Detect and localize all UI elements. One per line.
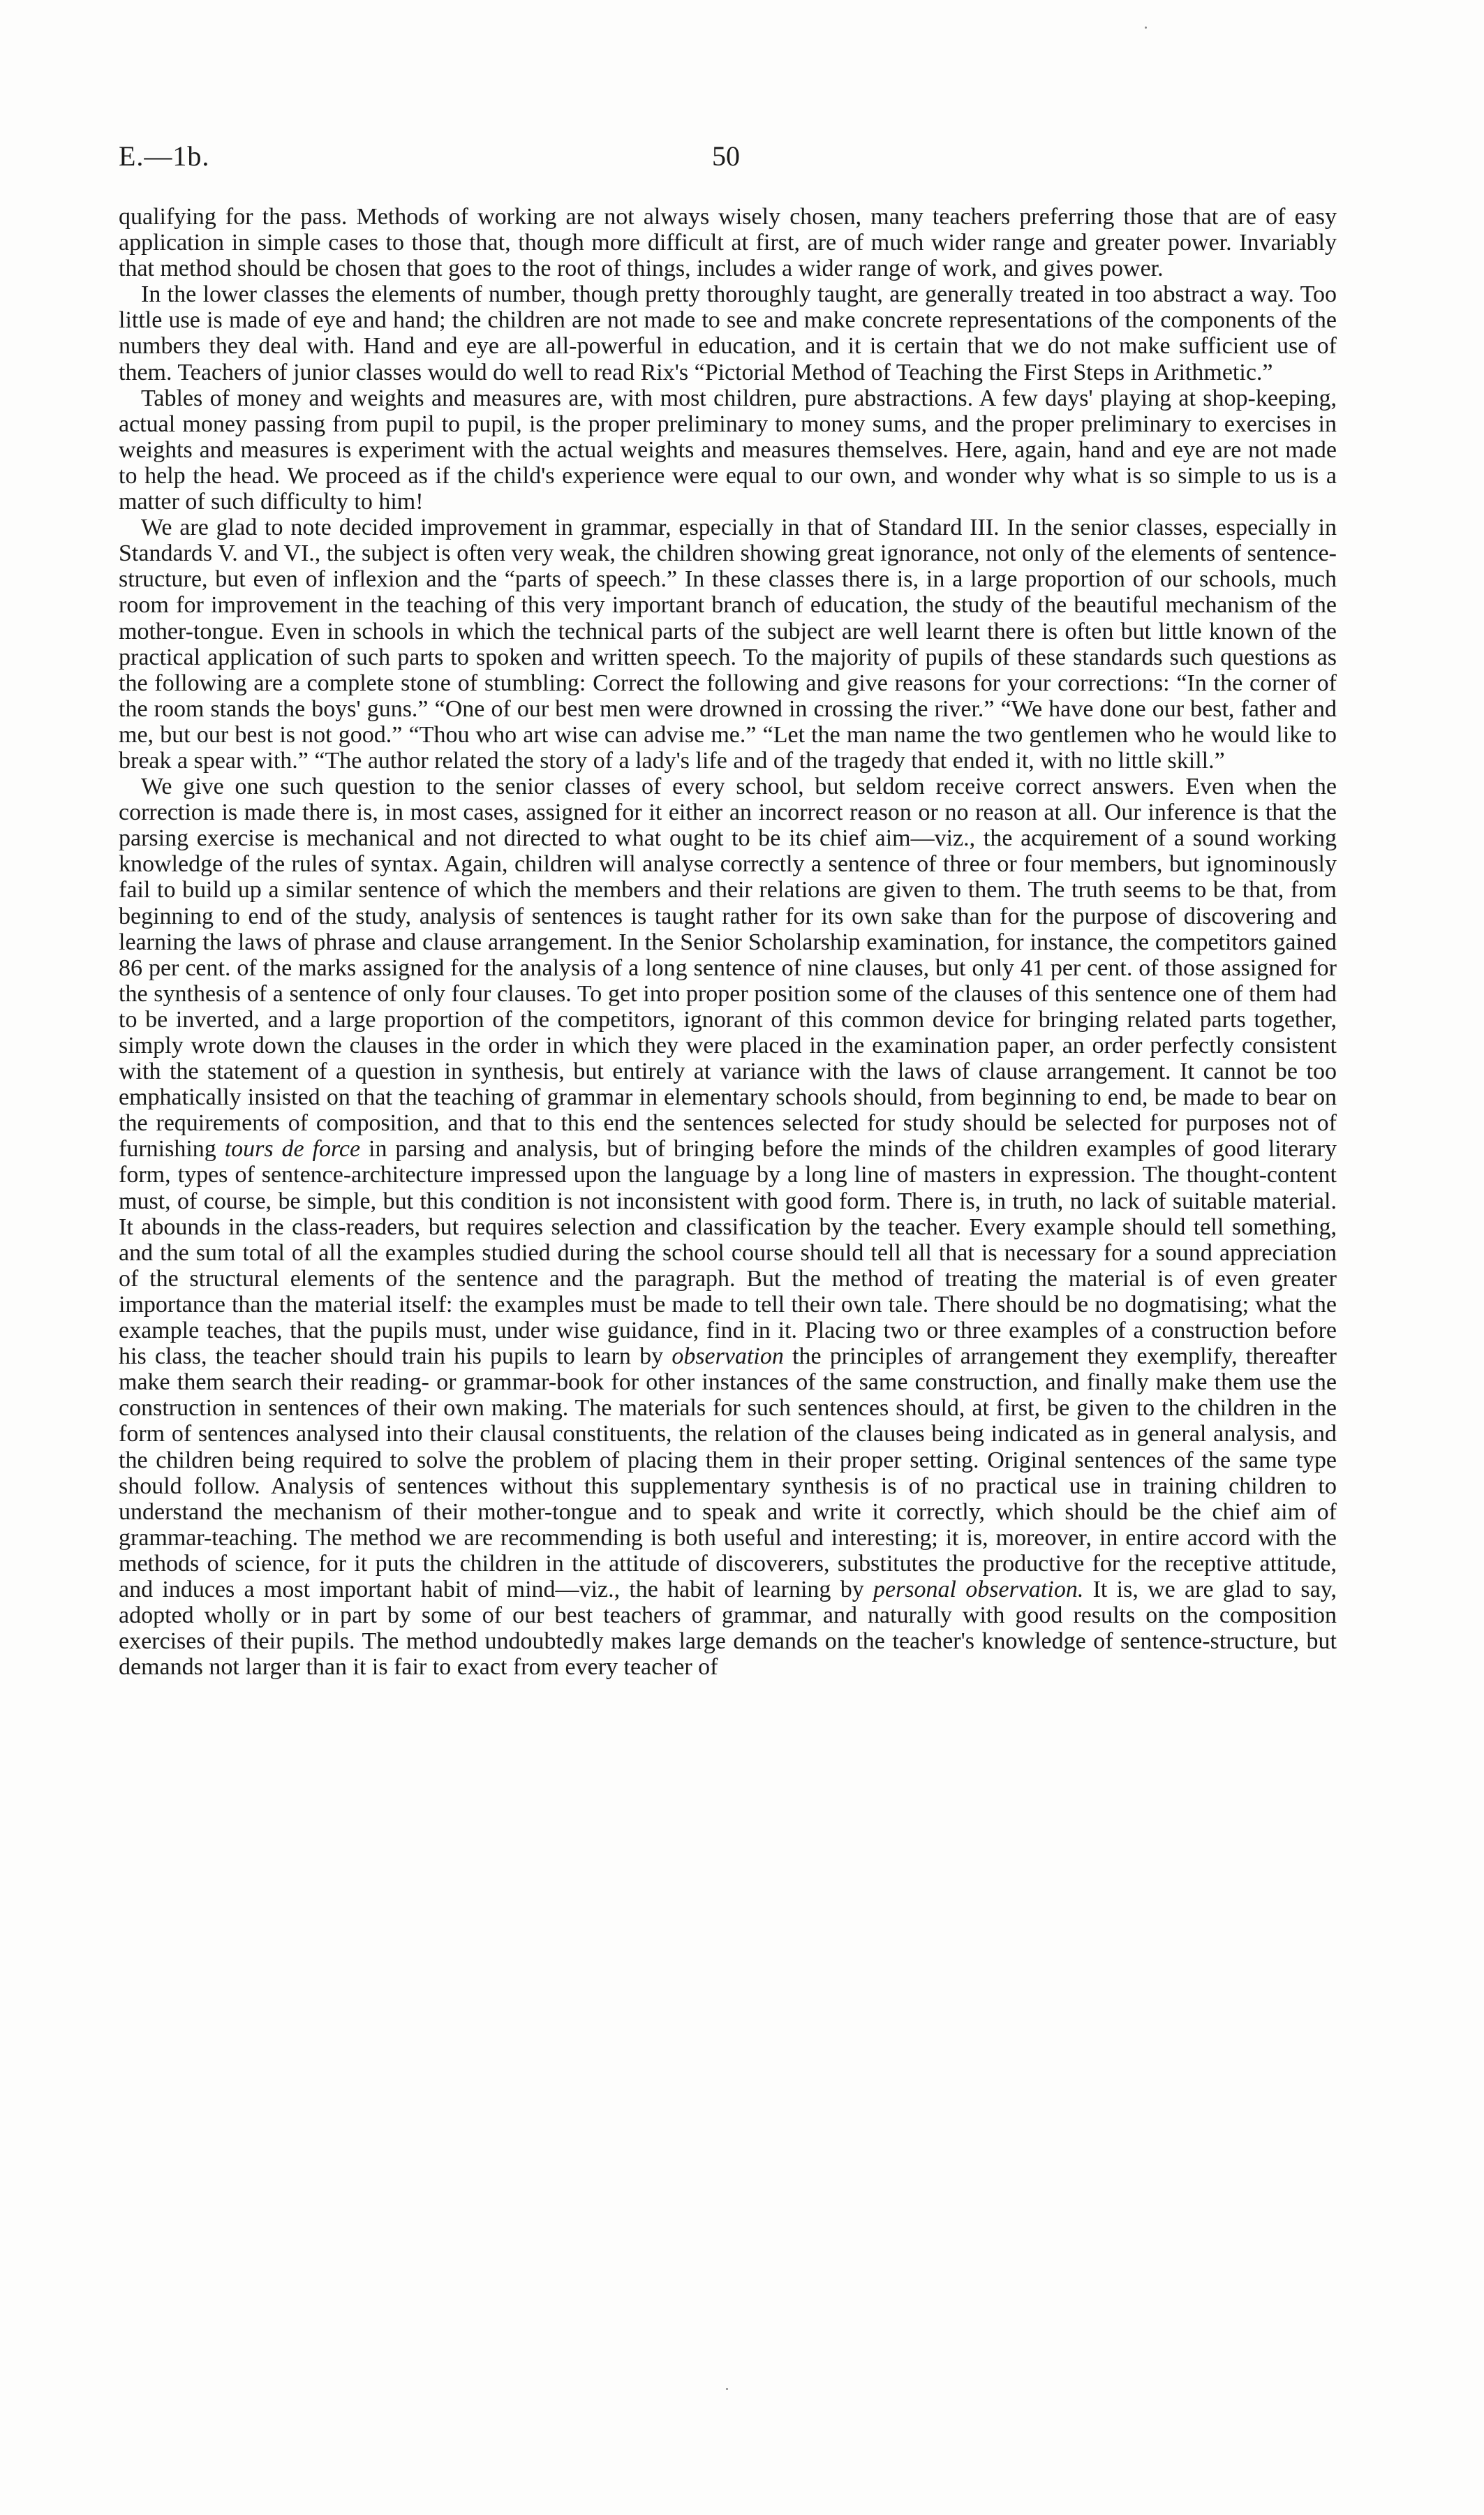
paragraph-3: Tables of money and weights and measures are, with most children, pure abstractions. A few days' playing at shop-keeping, actual money passing from pupil to pupil, is the proper preliminary to money sums, and the proper preliminary to exercises in weights and measures is experiment with the actual weights and measures themselves. Here, again, hand and eye are not made to help the head. We proceed as if the child's experience were equal to our own, and wonder why what is so simple to us is a matter of such difficulty to him! [119,385,1337,515]
page-number: 50 [712,140,740,172]
body-text [119,204,1337,1680]
paragraph-1: qualifying for the pass. Methods of working are not always wisely chosen, many teachers preferring those that are of easy application in simple cases to those that, though more difficult at first, are of much wider range and greater power. Invariably that method should be chosen that goes to the root of things, includes a wider range of work, and gives power. [119,204,1337,282]
paragraph-4: We are glad to note decided improvement in grammar, especially in that of Standard III. In the senior classes, especially in Standards V. and VI., the subject is often very weak, the children showing great ignorance, not only of the elements of sentence-structure, but even of inflexion and the “parts of speech.” In these classes there is, in a large proportion of our schools, much room for improvement in the teaching of this very important branch of education, the study of the beautiful mechanism of the mother-tongue. Even in schools in which the technical parts of the subject are well learnt there is often but little known of the practical application of such parts to spoken and written speech. To the majority of pupils of these standards such questions as the following are a complete stone of stumbling: Correct the following and give reasons for your corrections: “In the corner of the room stands the boys' guns.” “One of our best men were drowned in crossing the river.” “We have done our best, father and me, but our best is not good.” “Thou who art wise can advise me.” “Let the man name the two gentlemen who he would like to break a spear with.” “The author related the story of a lady's life and of the tragedy that ended it, with no little skill.” [119,515,1337,774]
page-header [119,140,1347,182]
paper-speck [1145,27,1147,29]
paragraph-5 [119,774,1337,1680]
paragraph-5-part-2: in parsing and analysis, but of bringing before the minds of the children examples of good literary form, types of sentence-architecture impressed upon the language by a long line of masters in expression. The thought-content must, of course, be simple, but this condition is not inconsistent with good form. There is, in truth, no lack of suitable material. It abounds in the class-readers, but requires selection and classification by the teacher. Every example should tell something, and the sum total of all the examples studied during the school course should tell all that is necessary for a sound appreciation of the structural elements of the sentence and the paragraph. But the method of treating the material is of even greater importance than the material itself: the examples must be made to tell their own tale. There should be no dogmatising; what the example teaches, that the pupils must, under wise guidance, find in it. Placing two or three examples of a construction before his class, the teacher should train his pupils to learn by [119,1136,1337,1370]
document-code: E.—1b. [119,140,210,172]
paragraph-5-part-3: the principles of arrangement they exemplify, thereafter make them search their reading- or grammar-book for other instances of the same construction, and finally make them use the construction in sentences of their own making. The materials for such sentences should, at first, be given to the children in the form of sentences analysed into their clausal constituents, the relation of the clauses being indicated as in general analysis, and the children being required to solve the problem of placing them in their proper setting. Original sentences of the same type should follow. Analysis of sentences without this supplementary synthesis is of no practical use in training children to understand the mechanism of their mother-tongue and to speak and write it correctly, which should be the chief aim of grammar-teaching. The method we are recommending is both useful and interesting; it is, moreover, in entire accord with the methods of science, for it puts the children in the attitude of discoverers, substitutes the productive for the receptive attitude, and induces a most important habit of mind—viz., the habit of learning by [119,1343,1337,1602]
italic-phrase: tours de force [224,1136,361,1163]
paper-speck [726,2388,728,2390]
italic-phrase: personal observation. [873,1576,1084,1602]
paragraph-5-part-4: It is, we are glad to say, adopted wholly or in part by some of our best teachers of grammar, and naturally with good results on the composition exercises of their pupils. The method undoubtedly makes large demands on the teacher's knowledge of sentence-structure, but demands not larger than it is fair to exact from every teacher of [119,1576,1337,1681]
paragraph-2: In the lower classes the elements of number, though pretty thoroughly taught, are generally treated in too abstract a way. Too little use is made of eye and hand; the children are not made to see and make concrete representations of the components of the numbers they deal with. Hand and eye are all-powerful in education, and it is certain that we do not make sufficient use of them. Teachers of junior classes would do well to read Rix's “Pictorial Method of Teaching the First Steps in Arithmetic.” [119,281,1337,385]
italic-phrase: observation [671,1343,784,1370]
paragraph-5-part-1: We give one such question to the senior classes of every school, but seldom receive correct answers. Even when the correction is made there is, in most cases, assigned for it either an incorrect reason or no reason at all. Our inference is that the parsing exercise is mechanical and not directed to what ought to be its chief aim—viz., the acquirement of a sound working knowledge of the rules of syntax. Again, children will analyse correctly a sentence of three or four members, but ignominously fail to build up a similar sentence of which the members and their relations are given to them. The truth seems to be that, from beginning to end of the study, analysis of sentences is taught rather for its own sake than for the purpose of discovering and learning the laws of phrase and clause arrangement. In the Senior Scholarship examination, for instance, the competitors gained 86 per cent. of the marks assigned for the analysis of a long sentence of nine clauses, but only 41 per cent. of those assigned for the synthesis of a sentence of only four clauses. To get into proper position some of the clauses of this sentence one of them had to be inverted, and a large proportion of the competitors, ignorant of this common device for bringing related parts together, simply wrote down the clauses in the order in which they were placed in the examination paper, an order perfectly consistent with the statement of a question in synthesis, but entirely at variance with the laws of clause arrangement. It cannot be too emphatically insisted on that the teaching of grammar in elementary schools should, from beginning to end, be made to bear on the requirements of composition, and that to this end the sentences selected for study should be selected for purposes not of furnishing [119,774,1337,1163]
